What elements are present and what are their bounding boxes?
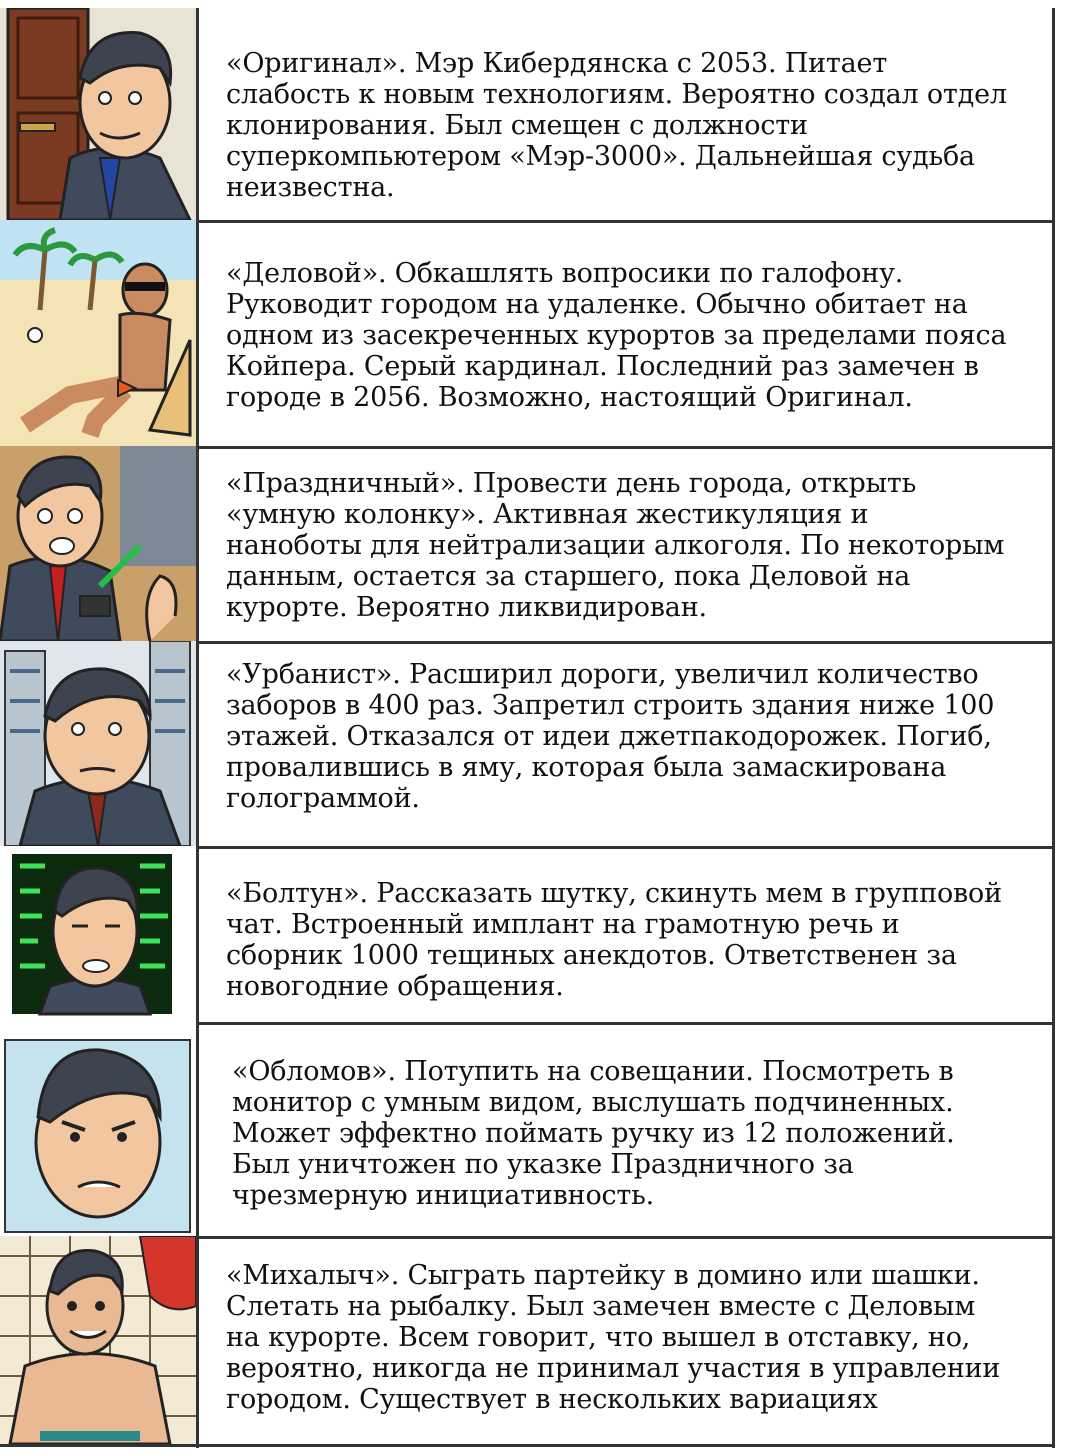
mayor-description: «Обломов». Потупить на совещании. Посмотреть в монитор с умным видом, выслушать подчиненных. Может эффектно поймать ручку из 12 положений. Был уничтожен по указке Праздничного за чрезмерную инициативность. bbox=[232, 1056, 955, 1211]
mayor-description: «Михалыч». Сыграть партейку в домино или шашки. Слетать на рыбалку. Был замечен вместе с Деловым на курорте. Всем говорит, что вышел в отставку, но, вероятно, никогда не принимал участия в управлении городом. Существует в нескольких вариациях bbox=[226, 1260, 1001, 1415]
mayor-description: «Болтун». Рассказать шутку, скинуть мем в групповой чат. Встроенный имплант на грамотную речь и сборник 1000 тещиных анекдотов. Ответственен за новогодние обращения. bbox=[226, 878, 1002, 1002]
table-row bbox=[0, 1022, 1052, 1239]
mayor-description: «Урбанист». Расширил дороги, увеличил количество заборов в 400 раз. Запретил строить здания ниже 100 этажей. Отказался от идеи джетпакодорожек. Погиб, провалившись в яму, которая была замаскирована голограммой. bbox=[226, 659, 995, 814]
table-row bbox=[0, 1236, 1052, 1447]
mayor-description: «Оригинал». Мэр Кибердянска с 2053. Питает слабость к новым технологиям. Вероятно создал отдел клонирования. Был смещен с должности суперкомпьютером «Мэр-3000». Дальнейшая судьба неизвестна. bbox=[226, 48, 1007, 203]
mayor-original-portrait-icon bbox=[0, 8, 196, 220]
table-row bbox=[0, 641, 1052, 849]
table-row bbox=[0, 220, 1052, 449]
mayor-description: «Деловой». Обкашлять вопросики по галофону. Руководит городом на удаленке. Обычно обитает на одном из засекреченных курортов за пределами пояса Койпера. Серый кардинал. Последний раз замечен в городе в 2056. Возможно, настоящий Оригинал. bbox=[226, 258, 1007, 413]
mayor-delovoy-beach-portrait-icon bbox=[0, 220, 196, 446]
mayor-oblomov-portrait-icon bbox=[0, 1022, 196, 1236]
mayors-table bbox=[0, 8, 1055, 1448]
table-row bbox=[0, 846, 1052, 1025]
mayor-urbanist-portrait-icon bbox=[0, 641, 196, 846]
table-row bbox=[0, 8, 1052, 223]
mayor-mikhalych-portrait-icon bbox=[0, 1236, 196, 1444]
mayor-boltun-portrait-icon bbox=[0, 846, 196, 1022]
mayor-prazdnichny-portrait-icon bbox=[0, 446, 196, 641]
table-row bbox=[0, 446, 1052, 644]
mayor-description: «Праздничный». Провести день города, открыть «умную колонку». Активная жестикуляция и наноботы для нейтрализации алкоголя. По некоторым данным, остается за старшего, пока Деловой на курорте. Вероятно ликвидирован. bbox=[226, 468, 1005, 623]
